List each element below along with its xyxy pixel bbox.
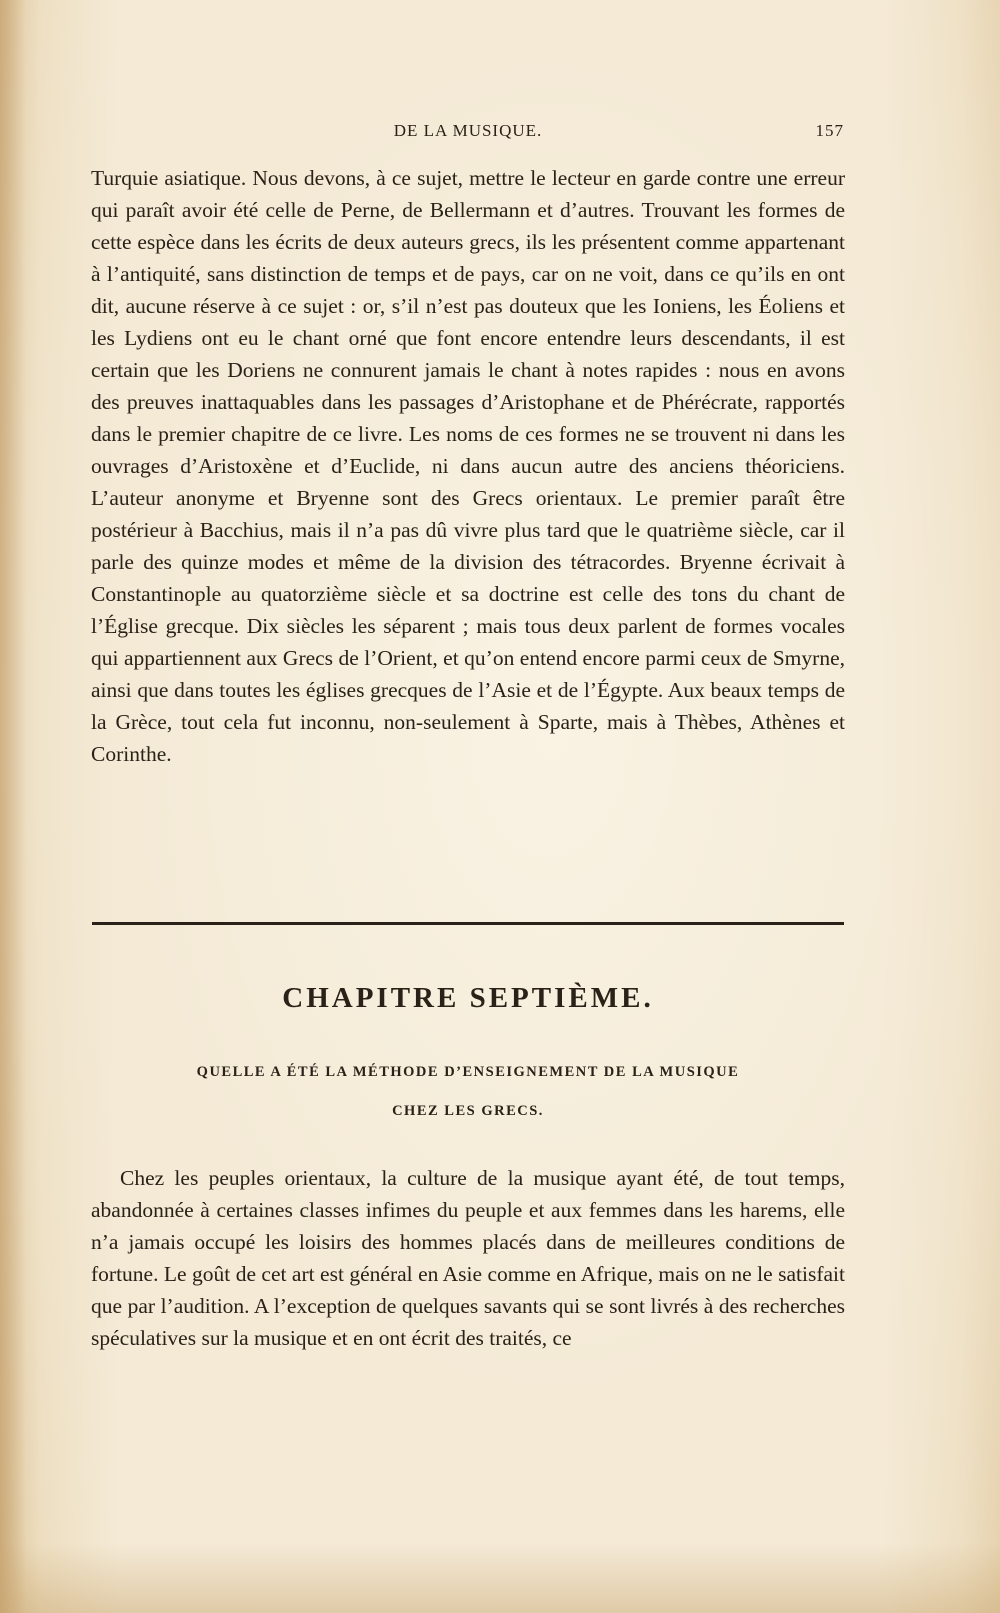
chapter-subtitle-line-1: QUELLE A ÉTÉ LA MÉTHODE D’ENSEIGNEMENT DE LA MUSIQUE bbox=[196, 1064, 740, 1080]
page-shadow-bottom bbox=[0, 1543, 1000, 1613]
chapter-title: CHAPITRE SEPTIÈME. bbox=[282, 982, 654, 1014]
body-paragraph: Chez les peuples orientaux, la culture de la musique ayant été, de tout temps, abandonnée à certaines classes infimes du peuple et aux femmes dans les harems, elle n’a jamais occupé les loisirs des hommes placés dans de meilleures conditions de fortune. Le goût de cet art est général en Asie comme en Afrique, mais on ne le satisfait que par l’audition. A l’exception de quelques savants qui se sont livrés à des recherches spéculatives sur la musique et en ont écrit des traités, ce bbox=[91, 1166, 845, 1350]
running-header bbox=[92, 121, 844, 145]
body-paragraph: Turquie asiatique. Nous devons, à ce sujet, mettre le lecteur en garde contre une erreur qui paraît avoir été celle de Perne, de Bellermann et d’autres. Trouvant les formes de cette espèce dans les écrits de deux auteurs grecs, ils les présentent comme appartenant à l’antiquité, sans distinction de temps et de pays, car on ne voit, dans ce qu’ils en ont dit, aucune réserve à ce sujet : or, s’il n’est pas douteux que les Ioniens, les Éoliens et les Lydiens ont eu le chant orné que font encore entendre leurs descendants, il est certain que les Doriens ne connurent jamais le chant à notes rapides : nous en avons des preuves inattaquables dans les passages d’Aristophane et de Phérécrate, rapportés dans le premier chapitre de ce livre. Les noms de ces formes ne se trouvent ni dans les ouvrages d’Aristoxène et d’Euclide, ni dans aucun autre des anciens théoriciens. L’auteur anonyme et Bryenne sont des Grecs orientaux. Le premier paraît être postérieur à Bacchius, mais il n’a pas dû vivre plus tard que le quatrième siècle, car il parle des quinze modes et même de la division des tétracordes. Bryenne écrivait à Constantinople au quatorzième siècle et sa doctrine est celle des tons du chant de l’Église grecque. Dix siècles les séparent ; mais tous deux parlent de formes vocales qui appartiennent aux Grecs de l’Orient, et qu’on entend encore parmi ceux de Smyrne, ainsi que dans toutes les églises grecques de l’Asie et de l’Égypte. Aux beaux temps de la Grèce, tout cela fut inconnu, non-seulement à Sparte, mais à Thèbes, Athènes et Corinthe. bbox=[91, 166, 845, 766]
running-title: DE LA MUSIQUE. bbox=[393, 121, 543, 140]
page-number: 157 bbox=[815, 121, 844, 140]
page-shadow-left bbox=[0, 0, 26, 1613]
section-divider-rule bbox=[92, 922, 844, 925]
chapter-subtitle-line-2: CHEZ LES GRECS. bbox=[392, 1103, 544, 1119]
